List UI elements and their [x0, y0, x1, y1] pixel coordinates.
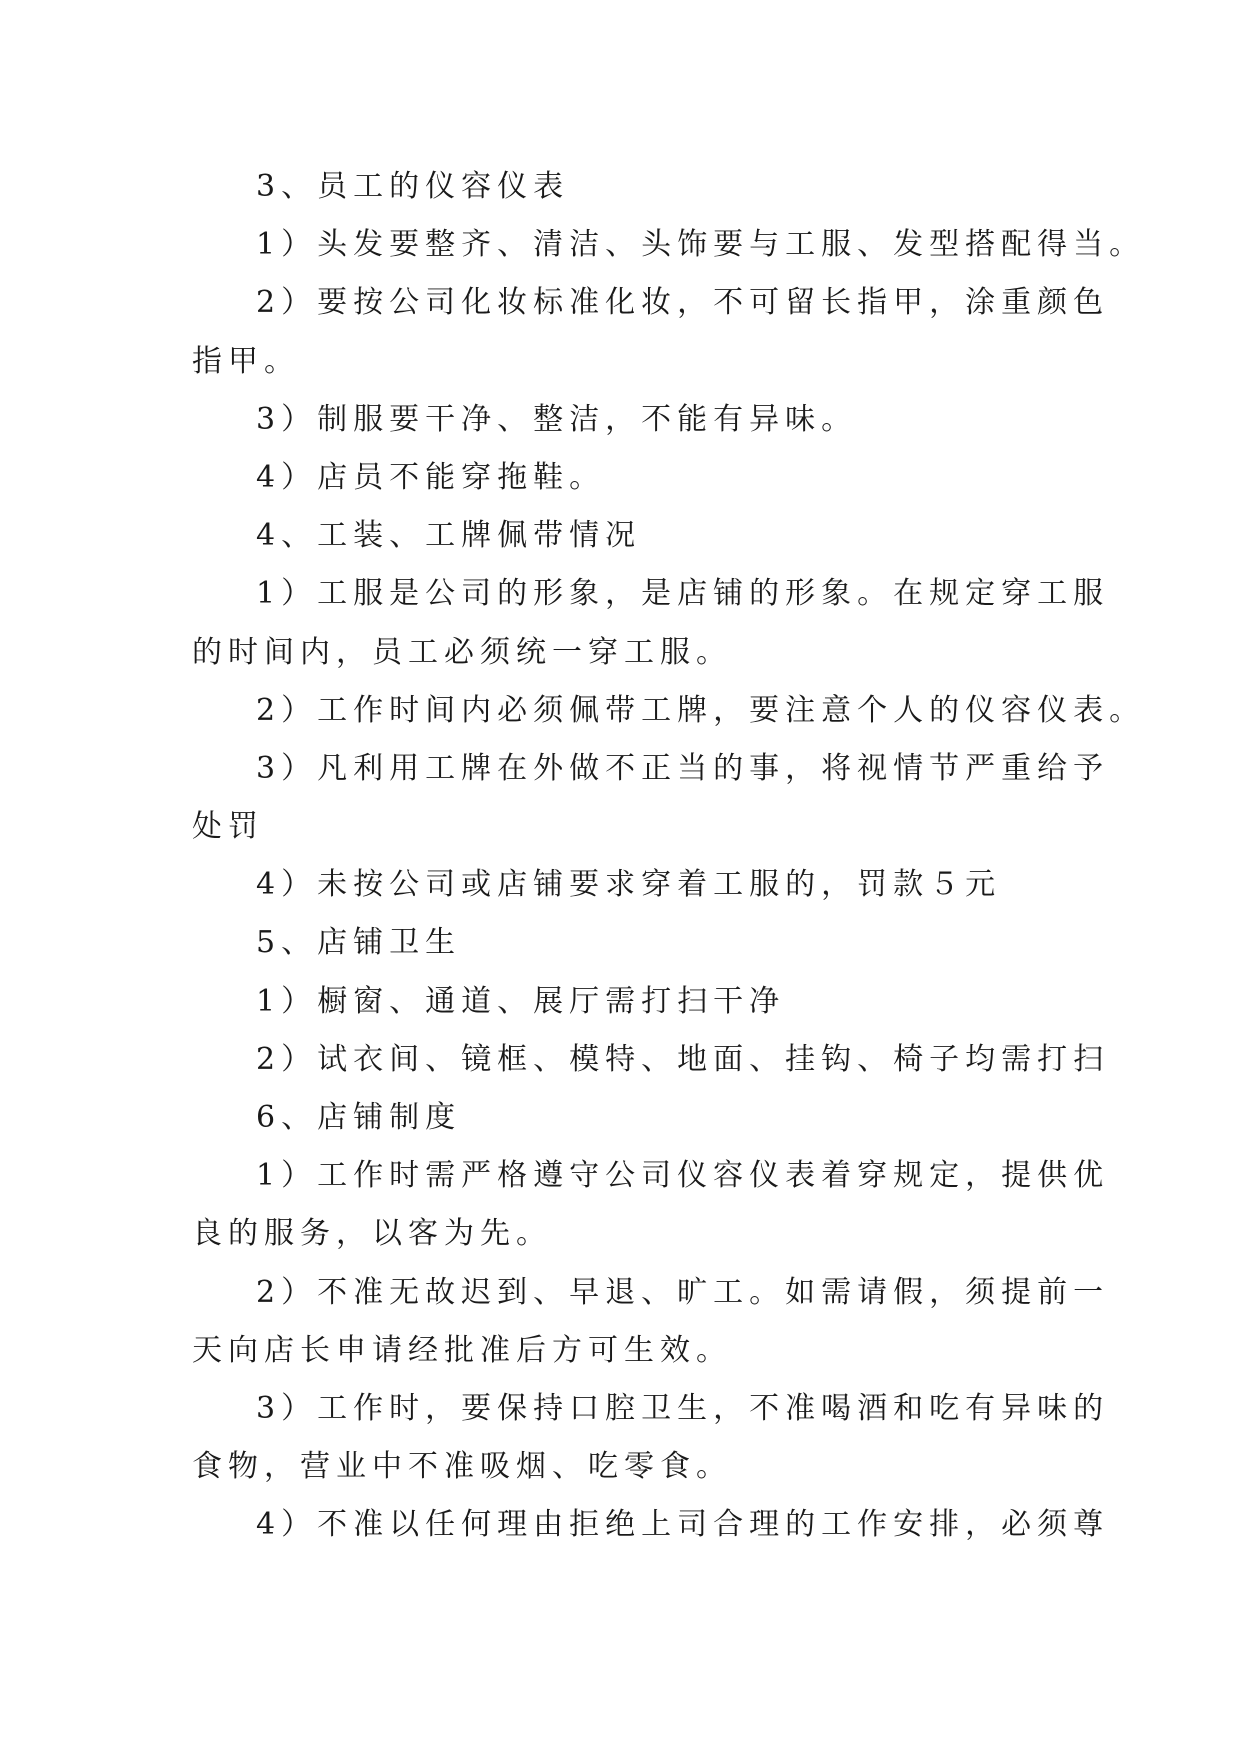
text-line: 天向店长申请经批准后方可生效。: [192, 1332, 732, 1368]
text-line: 良的服务，以客为先。: [192, 1216, 552, 1252]
section-heading-hygiene: 5、店铺卫生: [256, 925, 462, 961]
text-line: 2）不准无故迟到、早退、旷工。如需请假，须提前一: [256, 1274, 1110, 1310]
text-line: 2）工作时间内必须佩带工牌，要注意个人的仪容仪表。: [256, 692, 1146, 728]
text-line: 3）凡利用工牌在外做不正当的事，将视情节严重给予: [256, 750, 1110, 786]
text-line: 4）不准以任何理由拒绝上司合理的工作安排，必须尊: [256, 1507, 1110, 1543]
text-line: 1）头发要整齐、清洁、头饰要与工服、发型搭配得当。: [256, 227, 1146, 263]
text-line: 3）工作时，要保持口腔卫生，不准喝酒和吃有异味的: [256, 1390, 1110, 1426]
text-line: 1）橱窗、通道、展厅需打扫干净: [256, 983, 786, 1019]
text-line: 4）未按公司或店铺要求穿着工服的，罚款５元: [256, 867, 1002, 903]
text-line: 3）制服要干净、整洁，不能有异味。: [256, 401, 858, 437]
section-heading-rules: 6、店铺制度: [256, 1100, 462, 1135]
text-line: 4）店员不能穿拖鞋。: [256, 459, 606, 495]
text-line: 食物，营业中不准吸烟、吃零食。: [192, 1449, 732, 1485]
text-line: 1）工服是公司的形象，是店铺的形象。在规定穿工服: [256, 576, 1110, 612]
document-body: [192, 158, 1146, 1555]
text-line: 2）要按公司化妆标准化妆，不可留长指甲，涂重颜色: [256, 285, 1110, 321]
text-line: 2）试衣间、镜框、模特、地面、挂钩、椅子均需打扫: [256, 1041, 1110, 1077]
section-heading-grooming: 3、员工的仪容仪表: [256, 169, 570, 204]
text-line: 1）工作时需严格遵守公司仪容仪表着穿规定，提供优: [256, 1158, 1110, 1194]
section-heading-uniform: 4、工装、工牌佩带情况: [256, 518, 642, 554]
text-line: 处罚: [192, 809, 264, 845]
text-line: 的时间内，员工必须统一穿工服。: [192, 634, 732, 670]
text-line: 指甲。: [192, 343, 300, 379]
